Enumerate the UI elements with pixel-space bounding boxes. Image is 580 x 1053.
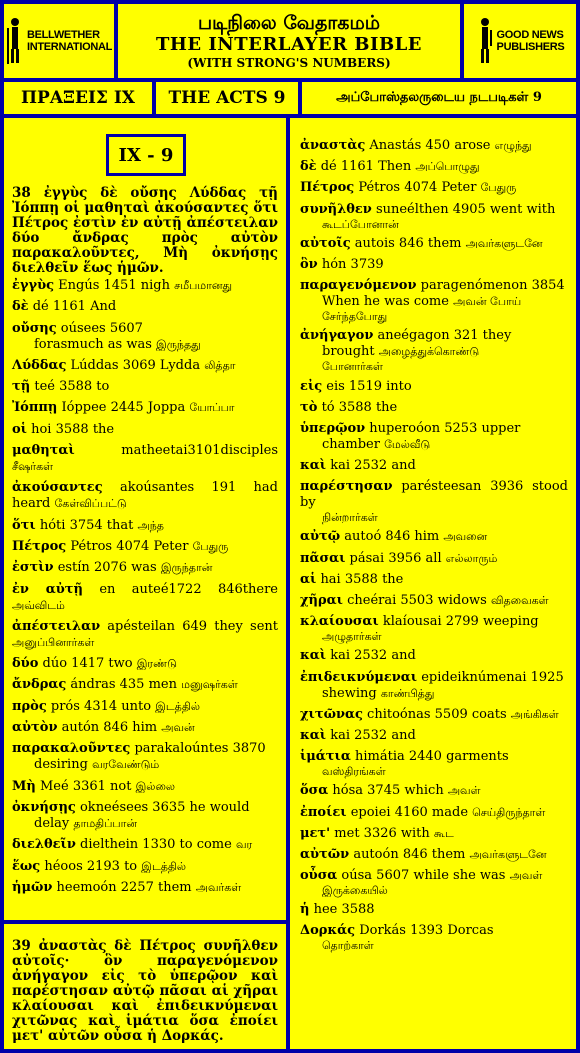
tamil-word: பேதுரு — [192, 539, 229, 553]
word-entry — [12, 560, 278, 576]
tamil-word: அவர்களுடனே — [465, 236, 543, 250]
word-entry — [12, 400, 278, 416]
tamil-word: இரண்டு — [136, 657, 177, 671]
tamil-word: தொற்காள் — [322, 939, 374, 953]
entry-line — [12, 480, 278, 512]
greek-word: χῆραι — [300, 593, 343, 608]
greek-word: ἱμάτια — [300, 749, 351, 765]
greek-word: παρακαλοῦντες — [12, 741, 131, 757]
entry-line — [12, 741, 278, 757]
greek-word: κλαίουσαι — [300, 614, 379, 630]
entry-line — [300, 923, 568, 939]
transliteration: héoos 2193 to — [44, 858, 138, 874]
entry-line — [300, 236, 568, 252]
greek-word: δύο — [12, 656, 39, 672]
greek-word: ὑπερῷον — [300, 420, 366, 436]
tamil-word: அப்பொழுது — [415, 160, 480, 174]
greek-word: Ἰόππῃ — [12, 400, 58, 416]
word-entry — [12, 880, 278, 896]
logo-line: PUBLISHERS — [496, 41, 565, 53]
bellwether-logo-text — [27, 29, 112, 53]
transliteration: ándras 435 men — [70, 677, 177, 693]
book-greek-label: ΠΡΑΞΕΙΣ IX — [4, 82, 152, 114]
word-entry — [300, 868, 568, 897]
entry-line — [300, 670, 568, 686]
entry-line — [12, 422, 278, 438]
transliteration: Meé 3361 not — [39, 778, 132, 794]
entry-line — [12, 400, 278, 416]
greek-word: ἕως — [12, 858, 41, 874]
greek-word: καὶ — [300, 458, 327, 474]
word-entry — [12, 518, 278, 534]
entry-line — [300, 138, 568, 154]
figure-icon — [476, 16, 494, 66]
book-tamil-label: அப்போஸ்தலருடைய நடபடிகள் 9 — [302, 82, 576, 114]
word-entry — [300, 805, 568, 821]
greek-word: συνῆλθεν — [300, 201, 372, 217]
entry-line — [12, 800, 278, 816]
transliteration: teé 3588 to — [34, 379, 110, 395]
greek-word: παρέστησαν — [300, 479, 393, 495]
entry-line — [300, 648, 568, 664]
word-entry — [12, 837, 278, 853]
tamil-word: வர — [235, 838, 253, 852]
greek-word: οἱ — [12, 421, 27, 437]
transliteration: apésteilan 649 they sent — [107, 618, 278, 634]
entry-line — [300, 379, 568, 395]
transliteration: suneélthen 4905 went with — [375, 201, 556, 217]
word-entry — [12, 299, 278, 315]
word-entry — [12, 656, 278, 672]
tamil-word: கூட — [433, 826, 454, 840]
word-entry — [300, 529, 568, 545]
transliteration: dé 1161 Then — [320, 159, 412, 175]
word-entry — [12, 779, 278, 795]
transliteration: eis 1519 into — [326, 378, 412, 394]
greek-word: ὀκνήσῃς — [12, 799, 76, 815]
tamil-word: போனார்கள் — [322, 360, 383, 374]
tamil-word: சேர்ந்தபோது — [322, 310, 388, 324]
transliteration: kai 2532 and — [330, 727, 416, 743]
transliteration: oúsees 5607 — [60, 320, 143, 336]
greek-word: ἐγγὺς — [12, 278, 55, 293]
entry-line — [300, 783, 568, 799]
tamil-word: இருக்கையில் — [322, 884, 388, 898]
tamil-word: இருந்தான் — [160, 561, 213, 575]
tamil-word: அனுப்பினார்கள் — [12, 635, 95, 649]
greek-word: εἰς — [300, 378, 323, 394]
tamil-word: தாமதிப்பான் — [73, 816, 137, 830]
transliteration: parakaloúntes 3870 — [134, 741, 266, 757]
tamil-word: செய்திருந்தாள் — [472, 805, 546, 819]
transliteration: hóti 3754 that — [39, 517, 134, 533]
entry-line — [300, 278, 568, 294]
transliteration: estín 2076 was — [57, 560, 157, 576]
greek-word: ὅτι — [12, 517, 36, 533]
greek-word: ἄνδρας — [12, 677, 67, 693]
greek-word: Δορκάς — [300, 923, 356, 939]
greek-word: αὐτὸν — [12, 720, 58, 736]
greek-word: ἐποίει — [300, 804, 347, 820]
greek-word: Πέτρος — [300, 180, 355, 196]
greek-word: ἀπέστειλαν — [12, 618, 101, 634]
transliteration: akoúsantes 191 had heard — [12, 480, 279, 512]
word-entry — [300, 707, 568, 723]
transliteration: huperoóon 5253 upper — [369, 420, 521, 436]
entry-line — [12, 859, 278, 875]
transliteration: epideiknúmenai 1925 — [421, 669, 564, 685]
tamil-word: வரவேண்டும் — [92, 758, 160, 772]
transliteration: kai 2532 and — [330, 458, 416, 474]
word-entry — [300, 551, 568, 567]
transliteration: okneésees 3635 he would — [79, 799, 250, 815]
greek-word: πᾶσαι — [300, 550, 346, 566]
word-entry — [12, 321, 278, 353]
transliteration: autois 846 them — [354, 235, 462, 251]
logo-line: BELLWETHER — [26, 29, 100, 41]
word-entry — [12, 379, 278, 395]
greek-word: τὸ — [300, 399, 318, 415]
title-block — [118, 4, 460, 78]
entry-line — [300, 902, 568, 918]
word-entry — [300, 236, 568, 252]
entry-line — [12, 518, 278, 534]
transliteration: matheetai3101disciples — [121, 443, 278, 459]
entry-line — [300, 805, 568, 821]
entry-line — [12, 379, 278, 395]
greek-word: διελθεῖν — [12, 837, 76, 853]
entry-line — [300, 479, 568, 511]
entry-line-cont — [300, 344, 568, 360]
transliteration: hoi 3588 the — [31, 421, 115, 437]
word-entry — [300, 138, 568, 154]
tamil-word: யோப்பா — [189, 401, 235, 415]
word-entry — [12, 443, 278, 475]
transliteration: dúo 1417 two — [42, 656, 133, 672]
greek-word: ἐστὶν — [12, 560, 54, 576]
verse-38-greek: 38 ἐγγὺς δὲ οὔσης Λύδδας τῇ Ἰόππῃ οἱ μαθηταὶ ἀκούσαντες ὅτι Πέτρος ἐστὶν ἐν αὐτῇ ἀπέστειλαν δύο ἄνδρας πρὸς αὐτὸν παρακαλοῦντες, Μὴ ὀκνήσῃς διελθεῖν ἕως ἡμῶν. — [12, 185, 278, 276]
word-entry — [300, 379, 568, 395]
tamil-word: வஸ்திரங்கள் — [322, 765, 386, 779]
transliteration: kai 2532 and — [330, 648, 416, 664]
transliteration: Pétros 4074 Peter — [358, 180, 477, 196]
entry-line — [300, 707, 568, 723]
meaning: delay — [34, 815, 70, 831]
tamil-word: இடத்தில் — [141, 859, 187, 873]
entry-line — [12, 560, 278, 576]
meaning: chamber — [322, 436, 380, 452]
entry-line — [300, 421, 568, 437]
transliteration: Dorkás 1393 Dorcas — [359, 923, 494, 939]
greek-word: ἐν αὐτῇ — [12, 581, 83, 597]
tamil-word: அழுதார்கள் — [322, 630, 382, 644]
transliteration: Engús 1451 nigh — [58, 278, 170, 293]
word-entry — [12, 800, 278, 832]
word-entry — [12, 859, 278, 875]
transliteration: hee 3588 — [313, 902, 375, 918]
tamil-word: எழுந்து — [494, 139, 532, 152]
tamil-word: அவள் — [447, 784, 481, 798]
tamil-word: அவர்களுடனே — [469, 847, 547, 861]
greek-word: αἱ — [300, 571, 317, 587]
word-entry — [12, 422, 278, 438]
greek-word: καὶ — [300, 727, 327, 743]
transliteration: oúsa 5607 while she was — [341, 868, 506, 884]
entry-line — [12, 443, 278, 475]
tamil-word: அழைத்துக்கொண்டு — [378, 345, 480, 359]
greek-word: μετ' — [300, 825, 331, 841]
transliteration: pásai 3956 all — [349, 550, 442, 566]
word-entry — [300, 278, 568, 323]
transliteration: Lúddas 3069 Lydda — [70, 357, 201, 373]
greek-word: αὐτῷ — [300, 529, 341, 545]
meaning: shewing — [322, 685, 377, 701]
entry-line — [300, 614, 568, 630]
entry-line — [12, 699, 278, 715]
transliteration: hai 3588 the — [320, 571, 404, 587]
word-entry — [12, 480, 278, 512]
word-entry — [300, 458, 568, 474]
transliteration: met 3326 with — [334, 825, 430, 841]
transliteration: klaíousai 2799 weeping — [382, 614, 539, 630]
word-entry — [300, 728, 568, 744]
word-entry — [12, 619, 278, 651]
transliteration: en auteé1722 846there — [99, 581, 278, 597]
entry-line — [12, 539, 278, 555]
word-entry — [12, 677, 278, 693]
entry-line — [300, 749, 568, 765]
greek-word: χιτῶνας — [300, 706, 363, 722]
greek-word: Πέτρος — [12, 538, 67, 554]
entry-line — [300, 257, 568, 273]
tamil-word: காண்பித்து — [380, 686, 435, 700]
word-entry — [12, 741, 278, 773]
tamil-title: படிநிலை வேதாகமம் — [197, 12, 381, 34]
greek-word: ὅσα — [300, 783, 329, 799]
word-entry — [300, 902, 568, 918]
page-subtitle: (WITH STRONG'S NUMBERS) — [187, 56, 391, 70]
entry-line — [300, 847, 568, 863]
transliteration: dé 1161 And — [32, 299, 117, 315]
tamil-word: விதவைகள் — [490, 594, 549, 607]
greek-word: πρὸς — [12, 698, 47, 714]
tamil-word: அவ்விடம் — [12, 598, 65, 612]
transliteration: Pétros 4074 Peter — [70, 538, 189, 554]
word-entry — [300, 648, 568, 664]
transliteration: autoón 846 them — [353, 846, 466, 862]
word-entry — [12, 582, 278, 614]
greek-word: ἀνήγαγον — [300, 328, 374, 344]
transliteration: chitoónas 5509 coats — [367, 706, 507, 722]
transliteration: hón 3739 — [321, 256, 384, 272]
transliteration: autón 846 him — [61, 720, 158, 736]
greek-word: ἡ — [300, 902, 310, 918]
entry-line — [300, 572, 568, 588]
tamil-word: லித்தா — [204, 358, 236, 372]
entry-line-cont — [12, 337, 278, 353]
greek-word: παραγενόμενον — [300, 278, 417, 294]
word-entry — [300, 479, 568, 524]
tamil-word: அந்த — [137, 518, 164, 532]
entry-line — [300, 593, 568, 609]
meaning: brought — [322, 344, 375, 360]
entry-line — [300, 529, 568, 545]
entry-line — [12, 299, 278, 315]
entry-line — [12, 619, 278, 651]
chapter-label: IX - 9 — [106, 134, 186, 176]
tamil-word: எல்லாரும் — [445, 551, 498, 565]
greek-word: οὔσης — [12, 320, 57, 336]
tamil-word: அவர்கள் — [195, 880, 242, 894]
transliteration: parésteesan 3936 stood by — [300, 479, 568, 511]
word-entry — [12, 539, 278, 555]
tamil-word: அவன் போய் — [453, 295, 522, 309]
word-entry — [12, 699, 278, 715]
page-title: THE INTERLAYER BIBLE — [155, 34, 423, 55]
entry-line — [12, 720, 278, 736]
greek-word: οὖσα — [300, 868, 338, 884]
transliteration: tó 3588 the — [321, 399, 398, 415]
word-entry — [300, 783, 568, 799]
good-news-logo-text — [497, 29, 565, 53]
entry-line — [300, 551, 568, 567]
word-entry — [300, 923, 568, 952]
transliteration: cheérai 5503 widows — [347, 593, 487, 608]
tamil-word: கூடப்போனான் — [322, 217, 399, 231]
transliteration: heemoón 2257 them — [56, 879, 192, 895]
greek-word: τῇ — [12, 379, 31, 395]
entry-line-cont — [300, 294, 568, 310]
tamil-word: நின்றார்கள் — [322, 511, 378, 525]
tamil-word: சீஷர்கள் — [12, 460, 54, 474]
word-entry — [300, 847, 568, 863]
tamil-word: இருந்தது — [156, 337, 201, 351]
tamil-word: இடத்தில் — [155, 699, 200, 713]
tamil-word: அவனை — [443, 530, 488, 544]
logo-line: GOOD NEWS — [496, 29, 564, 41]
transliteration: autoó 846 him — [344, 529, 440, 545]
entry-line-cont — [300, 686, 568, 702]
entry-line — [300, 458, 568, 474]
entry-line — [300, 826, 568, 842]
word-entry — [12, 278, 278, 294]
word-entry — [300, 614, 568, 643]
entry-line — [12, 677, 278, 693]
entry-line — [300, 400, 568, 416]
book-english-label: THE ACTS 9 — [156, 82, 298, 114]
word-entry — [300, 749, 568, 778]
tamil-word: சமீபமானது — [174, 279, 233, 292]
tamil-word: இல்லை — [135, 779, 175, 793]
entry-line-cont — [300, 437, 568, 453]
word-entry — [300, 572, 568, 588]
entry-line — [300, 202, 568, 218]
tamil-word: அவள் — [509, 869, 543, 883]
bellwether-logo — [4, 4, 114, 78]
verse-39-greek: 39 ἀναστὰς δὲ Πέτρος συνῆλθεν αὐτοῖς· ὃν παραγενόμενον ἀνήγαγον εἰς τὸ ὑπερῷον καὶ παρέστησαν αὐτῷ πᾶσαι αἱ χῆραι κλαίουσαι καὶ ἐπιδεικνύμεναι χιτῶνας καὶ ἱμάτια ὅσα ἐποίει μετ' αὐτῶν οὖσα ἡ Δορκάς. — [12, 938, 278, 1044]
entry-line — [300, 180, 568, 196]
greek-word: Λύδδας — [12, 357, 67, 373]
word-entry — [300, 826, 568, 842]
greek-word: αὐτῶν — [300, 846, 350, 862]
tamil-word: அங்கிகள் — [510, 707, 559, 721]
greek-word: αὐτοῖς — [300, 235, 351, 251]
word-entry — [300, 202, 568, 231]
good-news-logo — [464, 4, 576, 78]
entry-line-cont — [12, 816, 278, 832]
transliteration: paragenómenon 3854 — [420, 278, 565, 294]
greek-word: ἐπιδεικνύμεναι — [300, 669, 418, 685]
tamil-word: அவன் — [161, 721, 195, 735]
word-entry — [300, 328, 568, 373]
entry-line — [12, 278, 278, 294]
transliteration: aneégagon 321 they — [377, 328, 512, 344]
word-entry — [300, 257, 568, 273]
shepherd-figure-icon — [6, 16, 24, 66]
tamil-word: மனுஷர்கள் — [181, 678, 238, 692]
entry-line — [12, 582, 278, 614]
word-entry — [300, 670, 568, 702]
entry-line — [12, 321, 278, 337]
greek-word: Μὴ — [12, 778, 36, 794]
word-entry — [300, 159, 568, 175]
greek-word: ἀναστὰς — [300, 138, 366, 153]
word-entry — [300, 400, 568, 416]
logo-line: INTERNATIONAL — [26, 41, 113, 53]
transliteration: dielthein 1330 to come — [80, 837, 232, 853]
tamil-word: மேல்வீடு — [384, 437, 431, 451]
transliteration: himátia 2440 garments — [355, 749, 509, 765]
meaning: desiring — [34, 757, 88, 773]
greek-word: ἡμῶν — [12, 879, 53, 895]
word-entry — [300, 421, 568, 453]
word-entry — [12, 358, 278, 374]
greek-word: δὲ — [300, 159, 317, 175]
right-word-list — [300, 138, 568, 958]
word-entry — [12, 720, 278, 736]
greek-word: ὃν — [300, 256, 318, 272]
entry-line — [12, 656, 278, 672]
entry-line — [12, 880, 278, 896]
entry-line-cont — [12, 757, 278, 773]
word-entry — [300, 180, 568, 196]
transliteration: Anastás 450 arose — [369, 138, 491, 153]
transliteration: prós 4314 unto — [50, 698, 152, 714]
left-word-list — [12, 278, 278, 901]
entry-line — [300, 159, 568, 175]
meaning: forasmuch as was — [34, 336, 152, 352]
entry-line — [300, 728, 568, 744]
greek-word: δὲ — [12, 299, 29, 315]
tamil-word: கேள்விப்பட்டு — [54, 497, 127, 511]
tamil-word: பேதுரு — [480, 181, 517, 195]
greek-word: καὶ — [300, 648, 327, 664]
entry-line — [12, 837, 278, 853]
entry-line — [300, 328, 568, 344]
entry-line — [12, 779, 278, 795]
entry-line — [12, 358, 278, 374]
transliteration: epoiei 4160 made — [350, 804, 469, 820]
meaning: When he was come — [322, 294, 449, 310]
greek-word: μαθηταὶ — [12, 443, 75, 459]
word-entry — [300, 593, 568, 609]
entry-line — [300, 868, 568, 884]
transliteration: Ióppee 2445 Joppa — [61, 400, 186, 416]
transliteration: hósa 3745 which — [332, 783, 444, 799]
greek-word: ἀκούσαντες — [12, 480, 103, 496]
